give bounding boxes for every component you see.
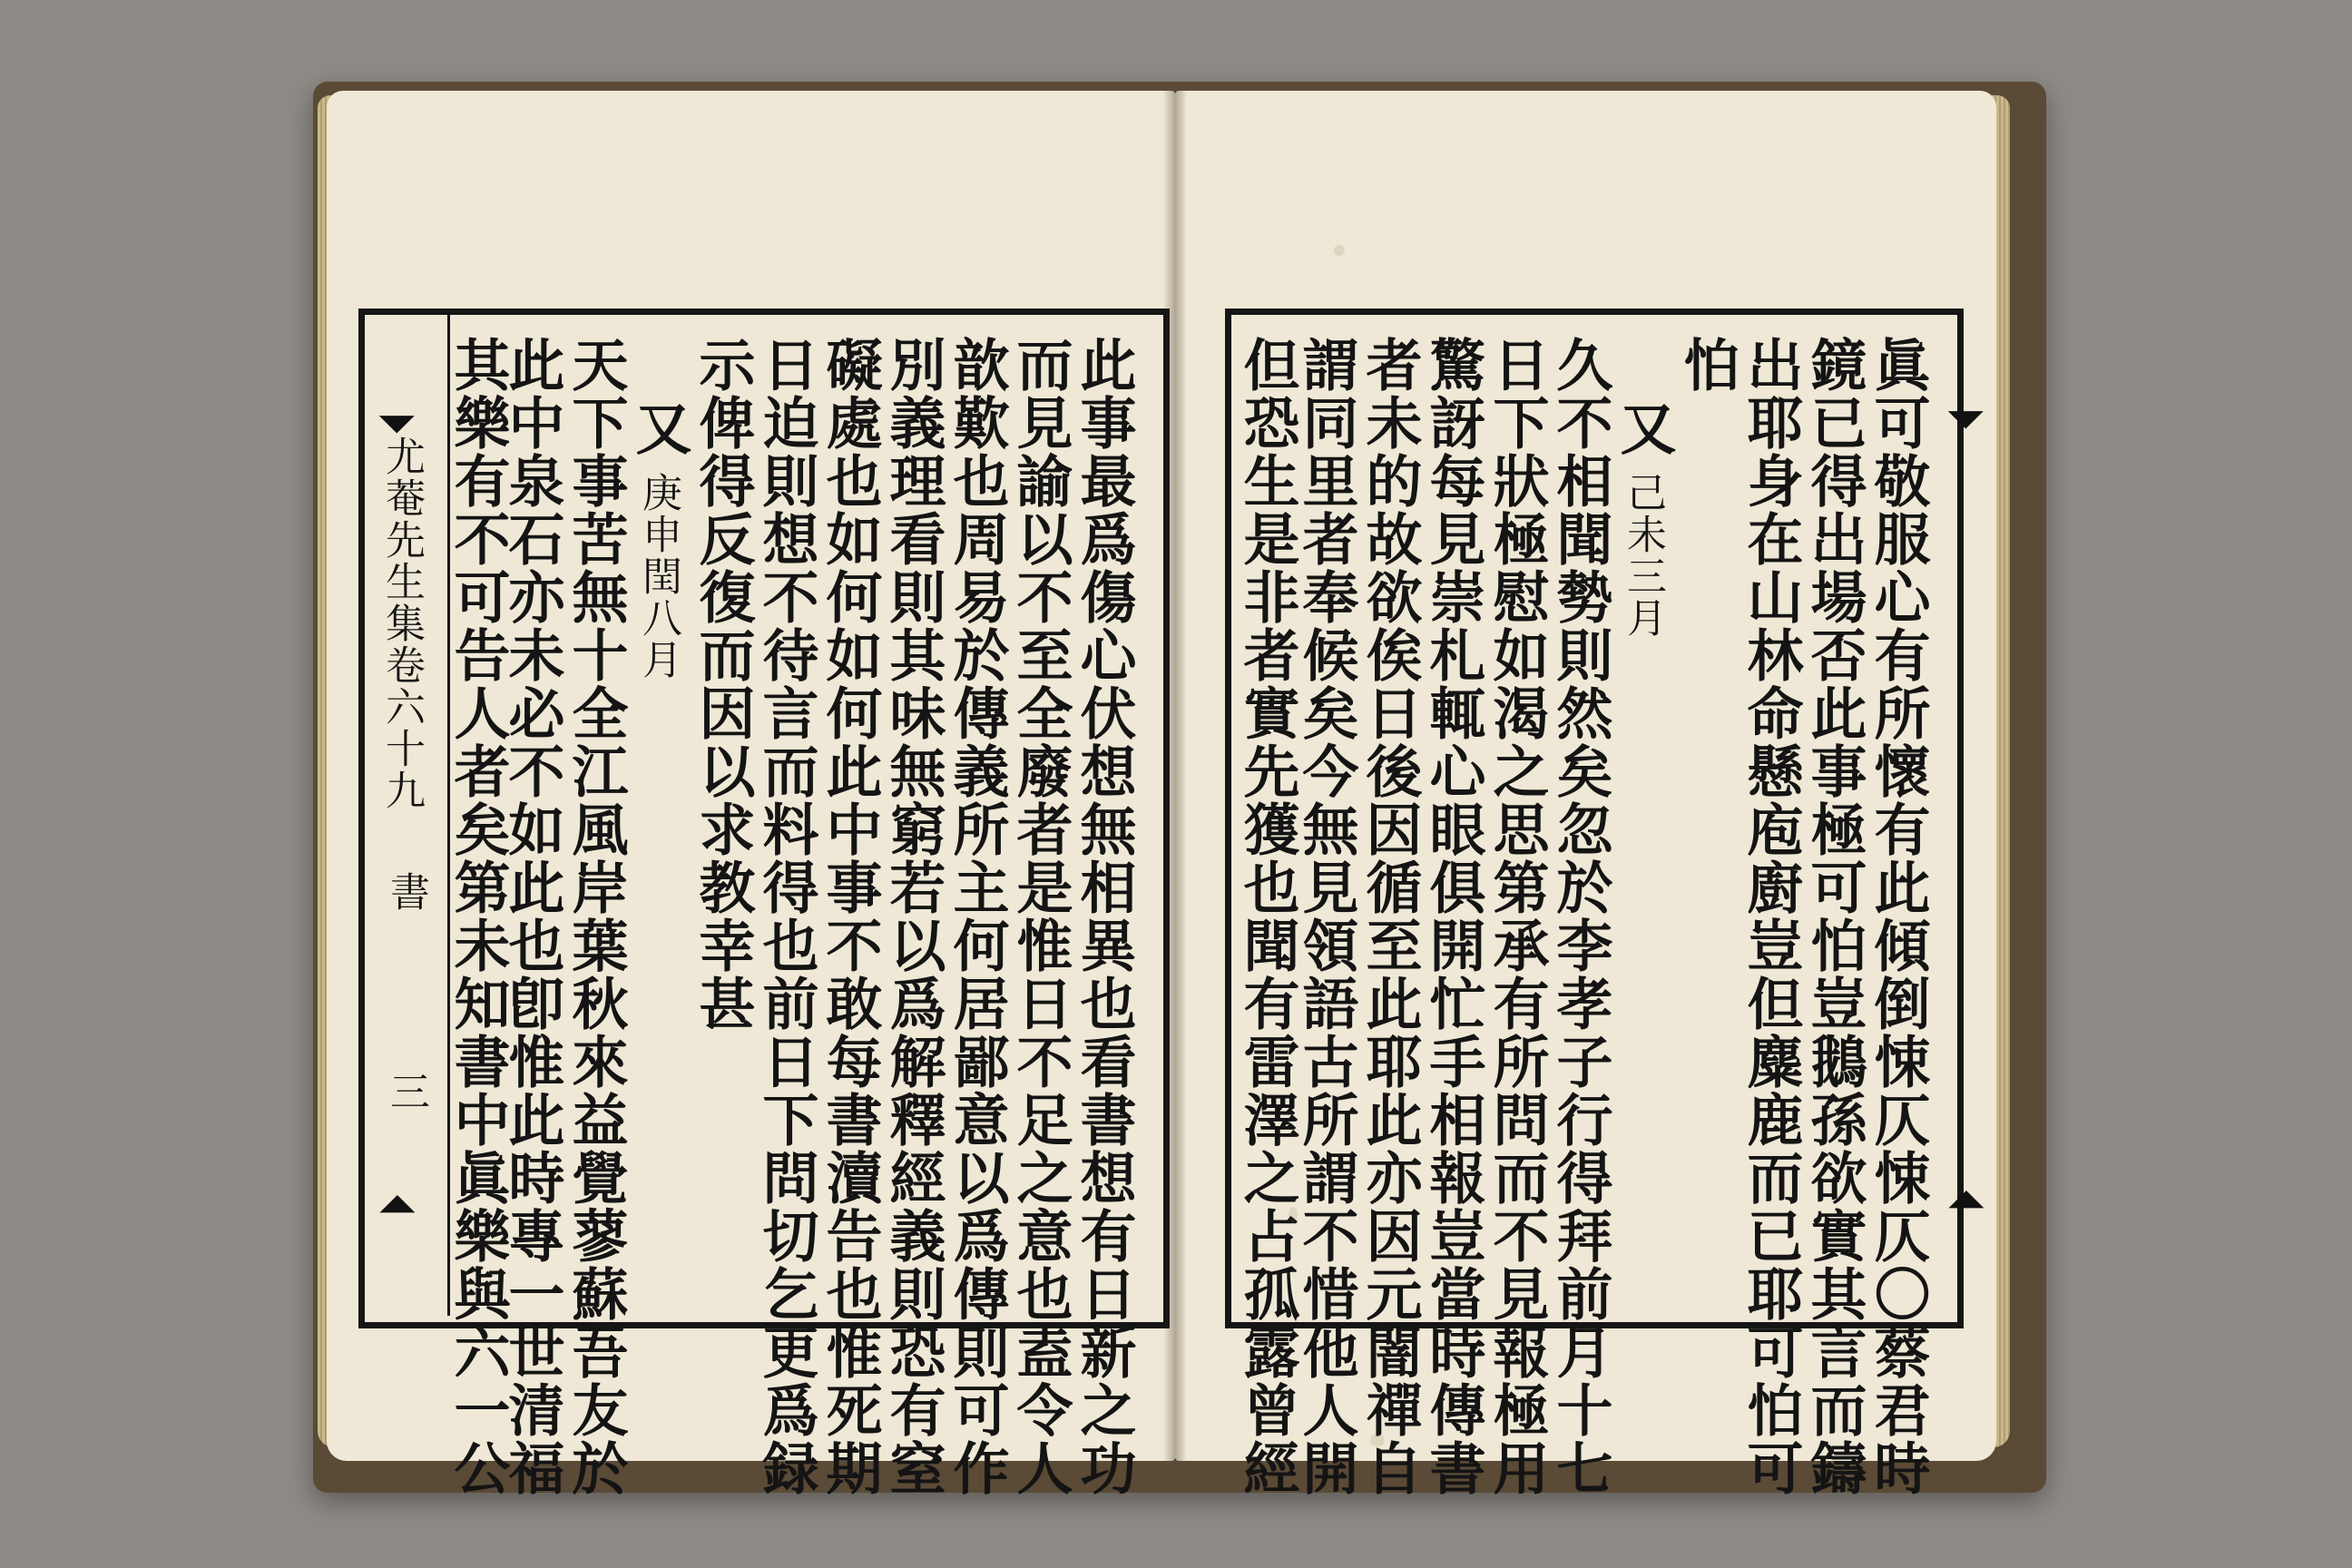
paper-stain: [1289, 1207, 1298, 1223]
letter-heading: 又: [1611, 399, 1677, 457]
paper-stain: [1370, 1434, 1385, 1446]
gutter-title: 尤菴先生集卷六十九: [378, 436, 425, 811]
text-column: 天下事苦無十全江風岸葉秋來益覺蓼蘇吾友於: [563, 336, 629, 1497]
text-column: 日下狀極慰如渴之思第承有所問而不見報極用: [1484, 336, 1550, 1497]
right-edge-mark-top-icon: ⏷: [1946, 390, 1986, 447]
text-column: 久不相聞勢則然矣忽於李孝子行得拜前月十七: [1547, 336, 1613, 1497]
book-spine: [1163, 91, 1187, 1461]
text-column: 但恐生是非者實先獲也聞有雷澤之占孤露曾經: [1234, 336, 1300, 1497]
text-column: 礙處也如何如何此中事不敢每書瀆告也惟死期: [817, 336, 883, 1497]
text-column: 此中泉石亦未必不如此也卽惟此時專一世清福: [499, 336, 565, 1497]
text-column: 者未的故欲俟日後因循至此耶此亦因元闇禪自: [1357, 336, 1423, 1497]
text-column: 示俾得反復而因以求教幸甚: [690, 336, 756, 1033]
text-column: 出耶身在山林命懸庖廚豈但麋鹿而已耶可怕可: [1738, 336, 1804, 1497]
text-column: 別義理看則其味無窮若以爲解釋經義則恐有窒: [880, 336, 946, 1497]
text-column: 怕: [1674, 336, 1740, 394]
text-column: 日迫則想不待言而料得也前日下問切乞更爲録: [753, 336, 819, 1497]
text-column: 眞可敬服心有所懷有此傾倒悚仄悚仄〇蔡君時: [1865, 336, 1931, 1497]
text-column: 歆歎也周易於傳義所主何居鄙意以爲傳則可作: [944, 336, 1010, 1497]
text-column: 此事最爲傷心伏想無相異也看書想有日新之功: [1071, 336, 1137, 1497]
paper-stain: [1334, 245, 1345, 256]
fish-tail-mark-top-icon: ⏷: [377, 395, 417, 452]
gutter-section: 書: [383, 871, 429, 913]
letter-date-note: 庚申閏八月: [635, 472, 681, 681]
text-column: 驚訝每見崇札輒心眼俱開忙手相報豈當時傳書: [1420, 336, 1486, 1497]
letter-date-note: 己未三月: [1620, 472, 1666, 639]
fish-tail-mark-bottom-icon: ⏶: [377, 1175, 417, 1232]
text-column: 而見諭以不至全廢者是惟日不足之意也盍令人: [1007, 336, 1073, 1497]
text-column: 謂同里者奉候矣今無見領語古所謂不惜他人開: [1293, 336, 1359, 1497]
right-edge-mark-bottom-icon: ⏶: [1946, 1171, 1986, 1228]
gutter-page-number: 三: [383, 1071, 429, 1112]
text-column: 鏡已得出場否此事極可怕豈鵝孫欲實其言而鑄: [1801, 336, 1867, 1497]
letter-heading: 又: [626, 399, 692, 457]
text-column: 其樂有不可告人者矣第未知書中眞樂與六一公: [445, 336, 511, 1497]
